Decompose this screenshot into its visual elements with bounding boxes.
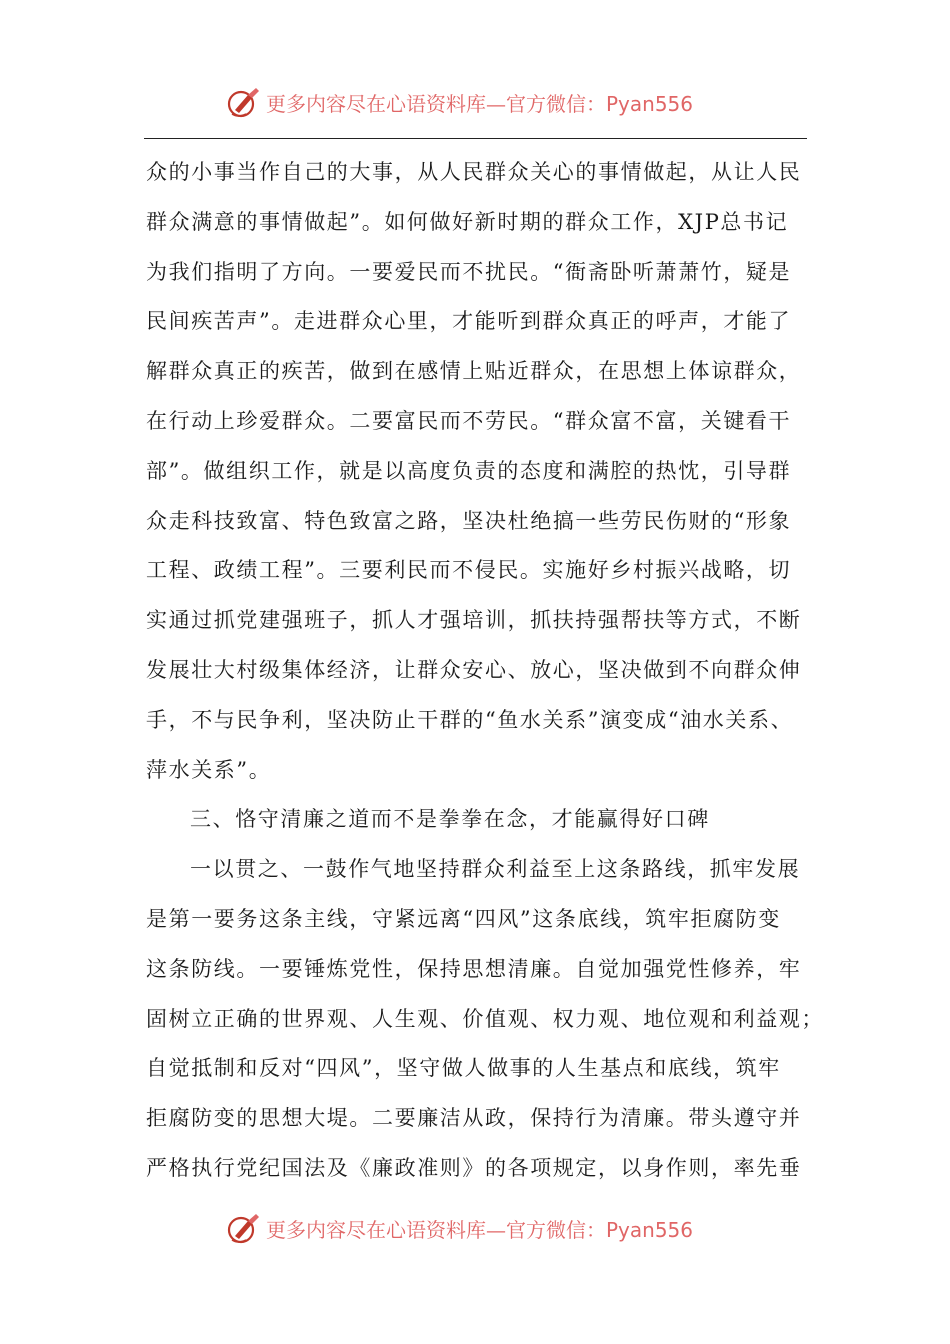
- text-line: 部”。做组织工作，就是以高度负责的态度和满腔的热忱，引导群: [146, 458, 792, 483]
- text-line: 手，不与民争利，坚决防止干群的“鱼水关系”演变成“油水关系、: [146, 707, 794, 732]
- text-line: 众走科技致富、特色致富之路，坚决杜绝搞一些劳民伤财的“形象: [146, 508, 792, 533]
- banner-site-text: 更多内容尽在心语资料库: [266, 92, 486, 116]
- document-body: [146, 148, 824, 1194]
- text-line: 工程、政绩工程”。三要利民而不侵民。实施好乡村振兴战略，切: [146, 558, 792, 583]
- header-banner: [0, 84, 950, 124]
- text-line: 这条防线。一要锤炼党性，保持思想清廉。自觉加强党性修养，牢: [146, 956, 802, 981]
- text-line: 群众满意的事情做起”。如何做好新时期的群众工作，XJP总书记: [146, 209, 789, 234]
- banner-site-text: 更多内容尽在心语资料库: [266, 1218, 486, 1242]
- text-line: 实通过抓党建强班子，抓人才强培训，抓扶持强帮扶等方式，不断: [146, 608, 802, 633]
- header-banner-text: [266, 89, 693, 119]
- text-line: 发展壮大村级集体经济，让群众安心、放心，坚决做到不向群众伸: [146, 657, 802, 682]
- text-line: 民间疾苦声”。走进群众心里，才能听到群众真正的呼声，才能了: [146, 309, 792, 334]
- text-line: 为我们指明了方向。一要爱民而不扰民。“衙斋卧听萧萧竹，疑是: [146, 259, 792, 284]
- text-line: 众的小事当作自己的大事，从人民群众关心的事情做起，从让人民: [146, 160, 802, 184]
- banner-dash: —: [486, 1218, 506, 1242]
- banner-wechat-label: 官方微信：: [506, 1218, 606, 1242]
- section-heading: 三、恪守清廉之道而不是拳拳在念，才能赢得好口碑: [190, 807, 710, 832]
- footer-banner: [0, 1210, 950, 1250]
- footer-banner-text: [266, 1215, 693, 1245]
- text-line: 固树立正确的世界观、人生观、价值观、权力观、地位观和利益观；: [146, 1006, 824, 1031]
- text-line: 萍水关系”。: [146, 757, 272, 782]
- text-line: 是第一要务这条主线，守紧远离“四风”这条底线，筑牢拒腐防变: [146, 906, 781, 931]
- header-divider: [144, 138, 807, 139]
- text-line: 拒腐防变的思想大堤。二要廉洁从政，保持行为清廉。带头遵守并: [146, 1106, 802, 1131]
- pen-seal-logo-icon: [226, 84, 262, 124]
- text-line: 一以贯之、一鼓作气地坚持群众利益至上这条路线，抓牢发展: [190, 857, 801, 882]
- text-line: 解群众真正的疾苦，做到在感情上贴近群众，在思想上体谅群众，: [146, 359, 802, 384]
- text-line: 严格执行党纪国法及《廉政准则》的各项规定，以身作则，率先垂: [146, 1155, 802, 1180]
- pen-seal-logo-icon: [226, 1210, 262, 1250]
- banner-wechat-label: 官方微信：: [506, 92, 606, 116]
- banner-wechat-id: Pyan556: [606, 1218, 694, 1242]
- text-line: 自觉抵制和反对“四风”，坚守做人做事的人生基点和底线，筑牢: [146, 1056, 781, 1081]
- banner-wechat-id: Pyan556: [606, 92, 694, 116]
- text-line: 在行动上珍爱群众。二要富民而不劳民。“群众富不富，关键看干: [146, 408, 792, 433]
- banner-dash: —: [486, 92, 506, 116]
